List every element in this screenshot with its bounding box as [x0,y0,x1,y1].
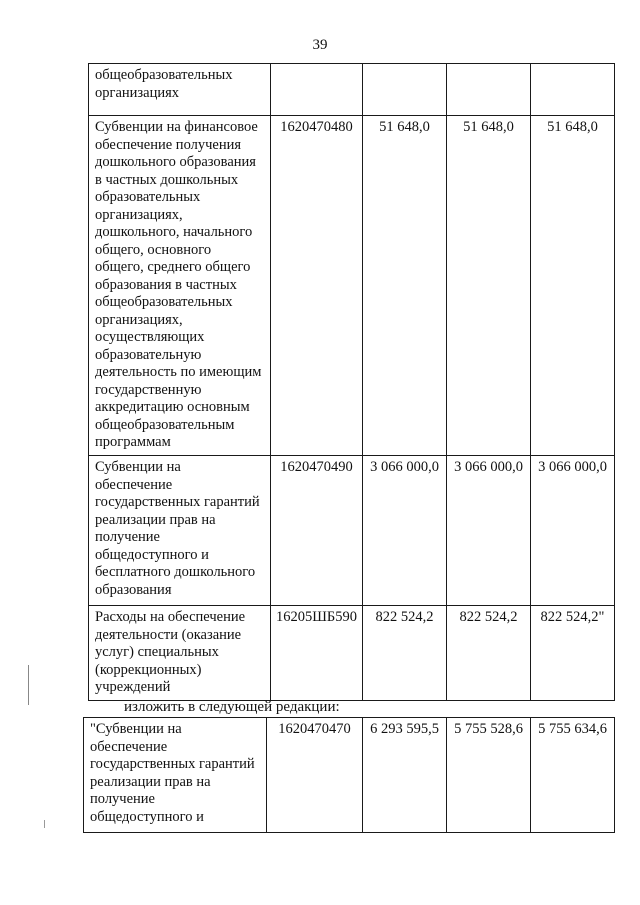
table-top-body [89,64,615,701]
row-code-cell [271,64,363,116]
table-row [84,718,615,833]
name-line: государственных гарантий [95,494,260,510]
name-line: дошкольного образования [95,154,256,170]
name-line: образовательных [95,189,201,205]
name-line: общеобразовательным [95,416,235,433]
name-line: обеспечение [95,476,173,493]
budget-table-bottom [83,717,615,833]
name-line: общеобразовательных [95,294,233,310]
name-line: Расходы на обеспечение [95,609,246,625]
row-code-cell: 1620470480 [271,116,363,456]
row-name-cell [89,116,271,456]
name-line: услуг) специальных [95,644,219,660]
name-line: учреждений [95,679,171,695]
name-line: реализации прав на [95,511,216,528]
row-code-cell: 1620470470 [267,718,363,833]
name-line: Субвенции на [95,459,181,475]
name-line: организациях, [95,206,183,223]
name-line: организациях, [95,311,183,328]
row-code-cell: 1620470490 [271,456,363,606]
row-value-cell: 5 755 634,6 [531,718,615,833]
name-line: получение [95,529,160,545]
name-line: деятельность по имеющим [95,364,262,380]
row-value-cell: 3 066 000,0 [531,456,615,606]
page-number: 39 [312,37,328,53]
name-line: в частных дошкольных [95,171,239,188]
margin-scan-mark [44,820,45,828]
row-value-cell: 51 648,0 [531,116,615,456]
budget-table-top [88,63,615,701]
name-line: обеспечение [90,738,168,755]
row-value-cell: 3 066 000,0 [447,456,531,606]
row-name-cell [89,456,271,606]
row-value-cell: 5 755 528,6 [447,718,531,833]
name-line: образовательную [95,346,202,363]
name-line: общего, среднего общего [95,259,251,275]
name-line: общедоступного и [95,546,209,563]
name-line: (коррекционных) [95,661,202,678]
row-value-cell: 822 524,2 [447,606,531,701]
row-name-cell [89,606,271,701]
table-row [89,64,615,116]
row-value-cell: 51 648,0 [447,116,531,456]
name-line: образования [95,581,172,598]
row-value-cell [531,64,615,116]
margin-scan-mark [28,665,29,705]
name-line: аккредитацию основным [95,399,250,415]
row-value-cell: 822 524,2" [531,606,615,701]
name-line: общего, основного [95,241,212,258]
name-line: организациях [95,84,180,101]
name-line: общедоступного и [90,808,204,825]
name-line: государственную [95,381,202,398]
name-line: "Субвенции на [90,721,182,737]
name-line: программам [95,434,171,450]
row-value-cell [447,64,531,116]
table-row [89,456,615,606]
row-value-cell: 6 293 595,5 [363,718,447,833]
name-line: бесплатного дошкольного [95,564,256,580]
table-row [89,116,615,456]
name-line: реализации прав на [90,773,211,790]
name-line: осуществляющих [95,329,205,345]
name-line: общеобразовательных [95,67,233,83]
name-line: получение [90,791,155,807]
name-line: деятельности (оказание [95,626,242,643]
name-line: дошкольного, начального [95,224,253,240]
row-value-cell: 822 524,2 [363,606,447,701]
row-name-cell [89,64,271,116]
row-code-cell: 16205ШБ590 [271,606,363,701]
name-line: Субвенции на финансовое [95,119,258,135]
row-value-cell: 3 066 000,0 [363,456,447,606]
table-bottom-body [84,718,615,833]
table-row [89,606,615,701]
name-line: обеспечение получения [95,136,242,153]
name-line: государственных гарантий [90,756,255,772]
row-value-cell: 51 648,0 [363,116,447,456]
row-value-cell [363,64,447,116]
row-name-cell [84,718,267,833]
name-line: образования в частных [95,276,237,293]
edit-instruction-text: изложить в следующей редакции: [124,699,340,715]
